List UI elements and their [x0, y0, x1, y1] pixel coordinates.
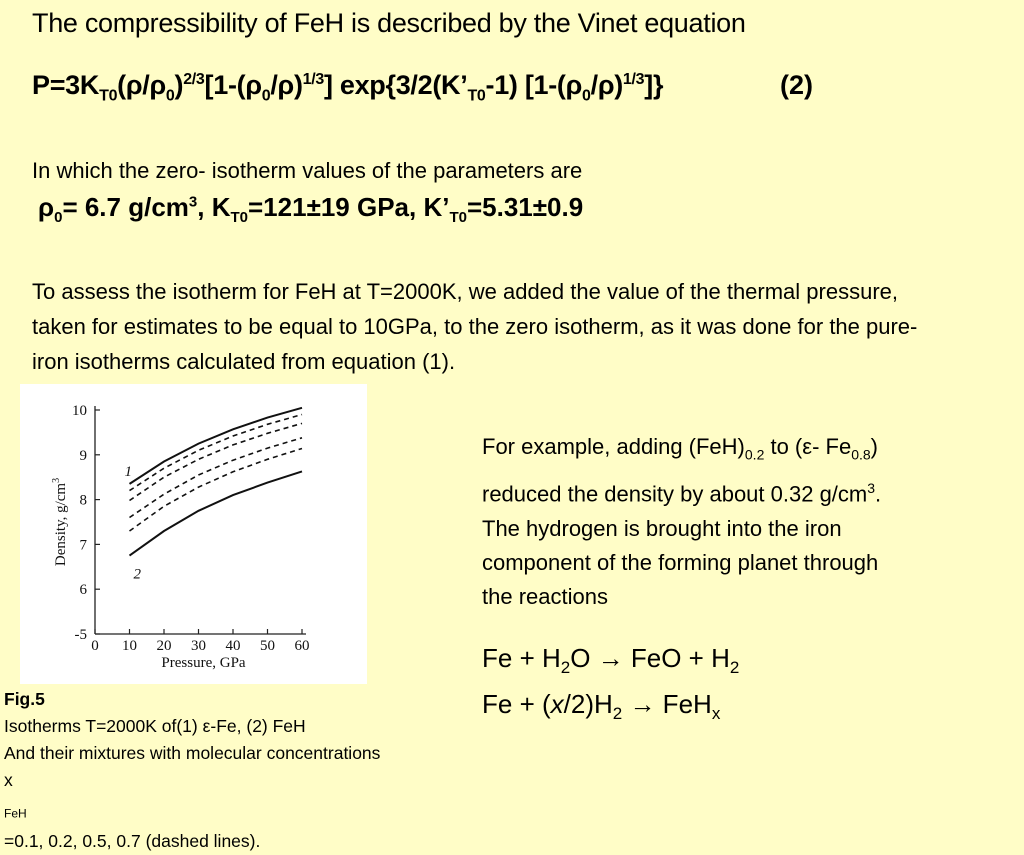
- example-line: reduced the density by about 0.32 $g/cm^3$.: [482, 480, 882, 507]
- caption-line: Fig.5 Isotherms T=2000K of(1) ε-Fe, (2) FeH: [4, 689, 306, 736]
- isotherm-curve-2: [130, 471, 303, 555]
- x-tick-label: 0: [91, 638, 99, 654]
- caption-line: x $_{FeH}$ =0.1, 0.2, 0.5, 0.7 (dashed lines).: [4, 770, 261, 851]
- x-tick-label: 40: [225, 638, 241, 654]
- equation-number: (2): [780, 70, 813, 100]
- caption-line: And their mixtures with molecular concentrations: [4, 743, 381, 763]
- y-axis-label: Density, $g/cm^3$: [51, 477, 69, 567]
- parameter-values: $\rho_0= 6.7$ $g/cm^3$, $K_{T0}=121\pm 19$ GPa, $K’_{T0}=5.31\pm 0.9$: [38, 192, 584, 227]
- isotherm-chart: [20, 384, 367, 684]
- zero-isotherm-intro: In which the zero- isotherm values of the parameters are: [32, 158, 583, 183]
- y-tick-label: 6: [79, 582, 87, 599]
- example-line: component of the forming planet through: [482, 549, 879, 575]
- slide-title: The compressibility of FeH is described by the Vinet equation: [32, 8, 746, 38]
- example-line: The hydrogen is brought into the iron: [482, 515, 842, 541]
- reaction-1: $Fe + H_2O$ → FeO + $H_2$: [482, 643, 740, 678]
- x-tick-label: 60: [294, 638, 310, 654]
- y-tick-label: 9: [79, 447, 87, 464]
- y-tick-label: 8: [79, 492, 87, 509]
- paragraph-line: taken for estimates to be equal to 10GPa, to the zero isotherm, as it was done for the pure-: [32, 314, 918, 339]
- curve-label-2: 2: [133, 566, 141, 583]
- paragraph-line: iron isotherms calculated from equation (1).: [32, 349, 456, 374]
- reaction-equations: [482, 640, 739, 732]
- mixture-isotherm-curve: [130, 449, 303, 532]
- y-tick-label: -5: [74, 627, 87, 643]
- isotherm-figure: [20, 384, 367, 684]
- thermal-pressure-paragraph: [32, 274, 992, 379]
- x-tick-label: 10: [122, 638, 137, 654]
- mixture-isotherm-curve: [130, 423, 303, 500]
- x-tick-label: 20: [156, 638, 172, 654]
- example-line: For example, adding $(FeH)_{0.2}$ to (ε- $Fe_{0.8}$): [482, 434, 878, 463]
- mixture-isotherm-curve: [130, 438, 303, 518]
- x-tick-label: 30: [191, 638, 206, 654]
- figure-caption: [4, 686, 424, 855]
- x-tick-label: 50: [260, 638, 275, 654]
- y-tick-label: 7: [79, 537, 87, 554]
- paragraph-line: To assess the isotherm for FeH at T=2000K, we added the value of the thermal pressure,: [32, 279, 899, 304]
- x-axis-label: Pressure, GPa: [161, 655, 246, 671]
- y-tick-label: 10: [72, 403, 87, 419]
- example-text: [482, 430, 1002, 614]
- vinet-equation: $P=3K_{T0}(\rho/\rho_0)^{2/3}[1-(\rho_0/\rho)^{1/3}]$ $\exp\{3/2(K’_{T0}-1)$ $[1-(\rho_0/\rho)^{1/3}]$}: [32, 70, 664, 105]
- reaction-2: $Fe + (x/2)H_2 \to FeH_x$: [482, 689, 721, 724]
- curve-label-1: 1: [124, 463, 132, 480]
- example-line: the reactions: [482, 583, 608, 609]
